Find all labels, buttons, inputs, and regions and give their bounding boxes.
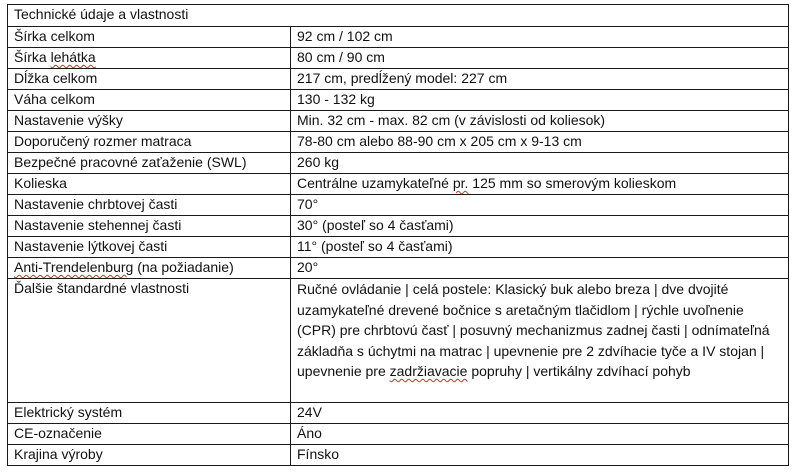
value-part: popruhy | vertikálny zdvíhací pohyb [467, 363, 691, 379]
row-label: Nastavenie chrbtovej časti [8, 195, 291, 216]
row-label: Krajina výroby [8, 445, 291, 466]
label-part: Šírka [14, 49, 51, 65]
row-label: Ďalšie štandardné vlastnosti [8, 279, 291, 403]
spellcheck-word: pr. [452, 175, 469, 191]
table-row [8, 445, 789, 466]
row-value: 24V [291, 403, 789, 424]
spec-table [7, 4, 789, 466]
row-value: Min. 32 cm - max. 82 cm (v závislosti od koliesok) [291, 111, 789, 132]
row-value [291, 279, 789, 403]
spellcheck-word: Anti-Trendelenburg [14, 259, 134, 275]
table-row [8, 403, 789, 424]
row-value [291, 174, 789, 195]
row-label: Šírka celkom [8, 27, 291, 48]
table-title-row [8, 5, 789, 27]
table-row [8, 237, 789, 258]
row-label [8, 258, 291, 279]
row-value: 11° (posteľ so 4 časťami) [291, 237, 789, 258]
label-part: (na požiadanie) [133, 259, 234, 275]
row-value: 92 cm / 102 cm [291, 27, 789, 48]
row-label: CE-označenie [8, 424, 291, 445]
row-value: 20° [291, 258, 789, 279]
row-label: Elektrický systém [8, 403, 291, 424]
row-value: Fínsko [291, 445, 789, 466]
table-row [8, 258, 789, 279]
row-label [8, 48, 291, 69]
row-value: 78-80 cm alebo 88-90 cm x 205 cm x 9-13 cm [291, 132, 789, 153]
row-value: 80 cm / 90 cm [291, 48, 789, 69]
value-part: 125 mm so smerovým kolieskom [468, 175, 677, 191]
table-row [8, 27, 789, 48]
row-label: Váha celkom [8, 90, 291, 111]
table-row [8, 111, 789, 132]
value-part: Ručné ovládanie | celá postele: Klasický buk alebo breza | dve dvojité uzamykateľné drevené bočnice s aretačným tlačidlom | rýchle uvoľnenie (CPR) pre chrbtovú časť | posuvný mechanizmus zadnej časti | odnímateľná základňa s úchytmi na matrac | upevnenie pre 2 zdvíhacie tyče a IV stojan | upevnenie pre [297, 281, 770, 379]
row-value: 70° [291, 195, 789, 216]
table-title: Technické údaje a vlastnosti [8, 5, 789, 27]
table-row [8, 90, 789, 111]
row-label: Dĺžka celkom [8, 69, 291, 90]
row-value: 30° (posteľ so 4 časťami) [291, 216, 789, 237]
table-row [8, 69, 789, 90]
value-part: Centrálne uzamykateľné [297, 175, 453, 191]
table-row [8, 132, 789, 153]
row-value: 260 kg [291, 153, 789, 174]
table-row [8, 216, 789, 237]
row-label: Nastavenie výšky [8, 111, 291, 132]
row-label: Nastavenie lýtkovej časti [8, 237, 291, 258]
row-label: Bezpečné pracovné zaťaženie (SWL) [8, 153, 291, 174]
row-value: 217 cm, predĺžený model: 227 cm [291, 69, 789, 90]
row-label: Nastavenie stehennej časti [8, 216, 291, 237]
row-label: Kolieska [8, 174, 291, 195]
table-row [8, 279, 789, 403]
row-value: Áno [291, 424, 789, 445]
table-row [8, 195, 789, 216]
table-row [8, 153, 789, 174]
table-row [8, 424, 789, 445]
spellcheck-word: zadržiavacie [389, 363, 468, 379]
table-row [8, 174, 789, 195]
spellcheck-word: lehátka [50, 49, 96, 65]
table-row [8, 48, 789, 69]
row-label: Doporučený rozmer matraca [8, 132, 291, 153]
row-value: 130 - 132 kg [291, 90, 789, 111]
